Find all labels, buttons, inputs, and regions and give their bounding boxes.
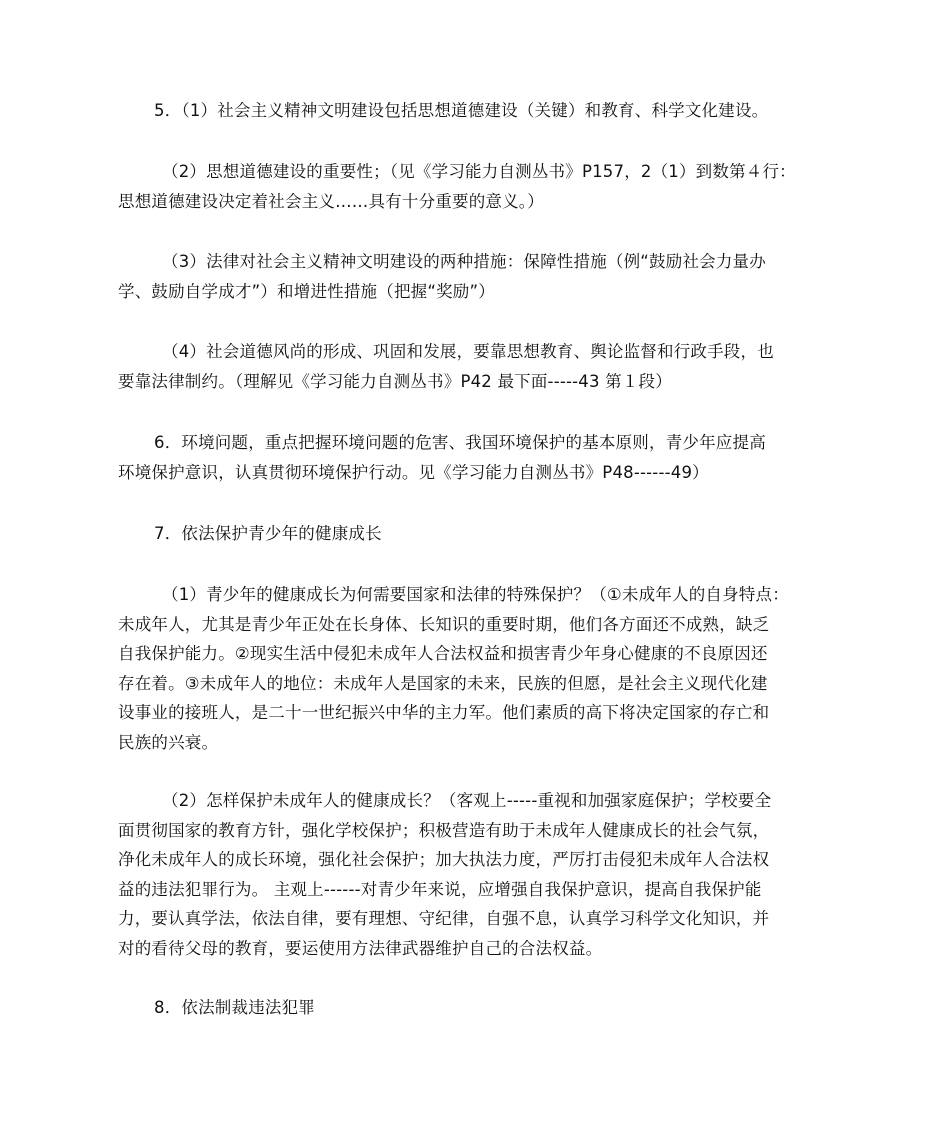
text-line: （2）思想道德建设的重要性；（见《学习能力自测丛书》P157，2（1）到数第４行： — [162, 162, 796, 181]
text-line: （2）怎样保护未成年人的健康成长？（客观上-----重视和加强家庭保护；学校要全 — [162, 791, 772, 810]
text-line: 思想道德建设决定着社会主义……具有十分重要的意义。） — [118, 191, 544, 211]
text-line: 民族的兴衰。 — [118, 732, 219, 752]
section-5-item-3-paragraph — [118, 247, 836, 306]
text-line: 面贯彻国家的教育方针，强化学校保护；积极营造有助于未成年人健康成长的社会气氛， — [118, 820, 770, 840]
text-line: 净化未成年人的成长环境，强化社会保护；加大执法力度，严厉打击侵犯未成年人合法权 — [118, 850, 770, 869]
section-5-item-4-paragraph — [118, 337, 836, 396]
text-line: 存在着。③未成年人的地位：未成年人是国家的未来，民族的但愿，是社会主义现代化建 — [118, 673, 768, 693]
text-line: 8．依法制裁违法犯罪 — [154, 998, 315, 1017]
section-6-paragraph — [118, 428, 836, 487]
text-line: 7．依法保护青少年的健康成长 — [154, 524, 382, 543]
section-5-item-2-paragraph — [118, 157, 836, 216]
text-line: 设事业的接班人，是二十一世纪振兴中华的主力军。他们素质的高下将决定国家的存亡和 — [118, 703, 770, 722]
section-5-paragraph — [118, 96, 836, 126]
section-8-heading — [118, 993, 836, 1023]
section-7-item-2-paragraph — [118, 786, 836, 963]
text-line: 要靠法律制约。（理解见《学习能力自测丛书》P42 最下面-----43 第１段） — [118, 371, 672, 391]
section-7-item-1-paragraph — [118, 580, 836, 757]
section-7-heading — [118, 519, 836, 549]
text-line: 未成年人，尤其是青少年正处在长身体、长知识的重要时期，他们各方面还不成熟，缺乏 — [118, 614, 770, 634]
text-line: 益的违法犯罪行为。 主观上------对青少年来说，应增强自我保护意识，提高自我保护能 — [118, 879, 762, 899]
text-line: 对的看待父母的教育，要运使用方法律武器维护自己的合法权益。 — [118, 938, 603, 958]
text-line: 5．（1）社会主义精神文明建设包括思想道德建设（关键）和教育、科学文化建设。 — [154, 101, 769, 120]
text-line: （4）社会道德风尚的形成、巩固和发展，要靠思想教育、舆论监督和行政手段，也 — [162, 342, 774, 361]
text-line: 自我保护能力。②现实生活中侵犯未成年人合法权益和损害青少年身心健康的不良原因还 — [118, 644, 768, 663]
text-line: 学、鼓励自学成才”）和增进性措施（把握“奖励”） — [118, 281, 495, 301]
text-line: （1）青少年的健康成长为何需要国家和法律的特殊保护？（①未成年人的自身特点： — [162, 585, 789, 604]
text-line: 环境保护意识，认真贯彻环境保护行动。见《学习能力自测丛书》P48------49） — [118, 462, 709, 482]
text-line: （3）法律对社会主义精神文明建设的两种措施：保障性措施（例“鼓励社会力量办 — [162, 252, 766, 271]
text-line: 6．环境问题，重点把握环境问题的危害、我国环境保护的基本原则，青少年应提高 — [154, 433, 766, 452]
text-line: 力，要认真学法，依法自律，要有理想、守纪律，自强不息，认真学习科学文化知识，并 — [118, 909, 770, 928]
